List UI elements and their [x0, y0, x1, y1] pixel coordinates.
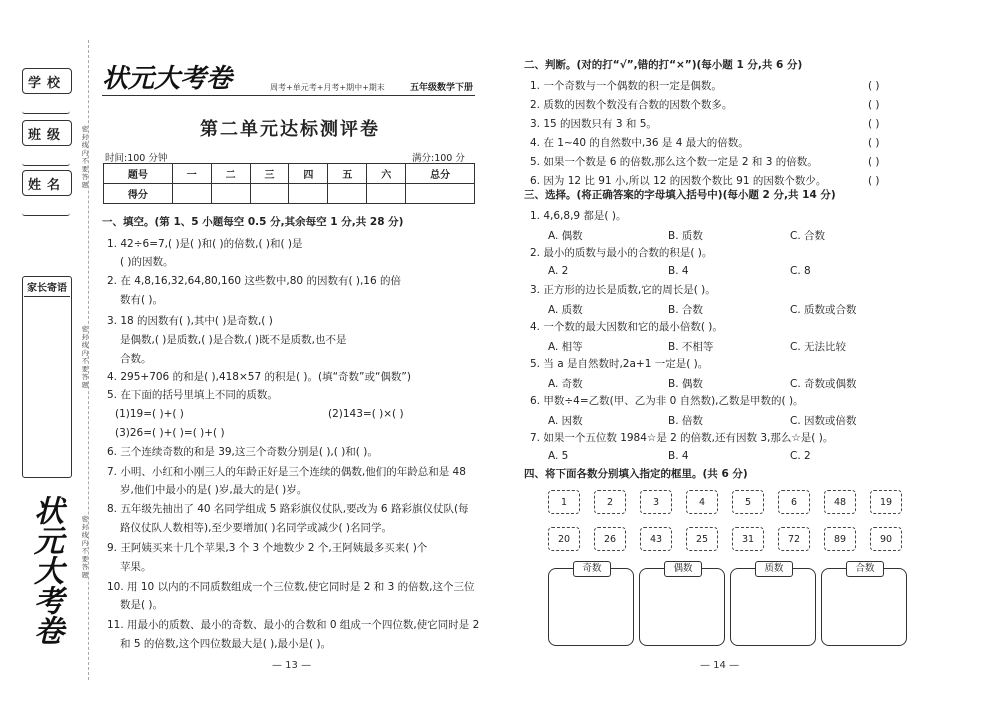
- fill-blank-line: 5. 在下面的括号里填上不同的质数。: [107, 389, 278, 401]
- choice-option-b[interactable]: B. 不相等: [668, 341, 714, 353]
- vertical-brand-logo: 状元大考卷: [28, 495, 63, 645]
- exam-time: 时间:100 分钟: [105, 153, 168, 164]
- fill-blank-line: 路仪仗队人数相等),至少要增加( )名同学或减少( )名同学。: [120, 522, 392, 534]
- choice-option-c[interactable]: C. 8: [790, 265, 811, 277]
- category-box-label: 合数: [846, 561, 884, 577]
- seal-line-text-1: 密封线内不要答题: [81, 125, 89, 189]
- fill-blank-line: 1. 42÷6=7,( )是( )和( )的倍数,( )和( )是: [107, 238, 303, 250]
- grade-label: 五年级数学下册: [410, 83, 474, 93]
- page-number-left: — 13 —: [272, 660, 312, 671]
- category-box-label: 偶数: [664, 561, 702, 577]
- fill-blank-line: 4. 295+706 的和是( ),418×57 的积是( )。(填“奇数”或“偶数”): [107, 371, 411, 383]
- header-tags: 周考+单元考+月考+期中+期末: [270, 83, 385, 92]
- choice-option-b[interactable]: B. 4: [668, 450, 689, 462]
- table-cell: 题号: [104, 164, 173, 184]
- choice-option-a[interactable]: A. 5: [548, 450, 569, 462]
- fill-blank-line: ( )的因数。: [120, 256, 174, 268]
- choice-option-a[interactable]: A. 质数: [548, 304, 583, 316]
- score-input-cell[interactable]: [367, 184, 406, 204]
- school-label: 学校: [22, 68, 72, 94]
- fill-blank-line: 2. 在 4,8,16,32,64,80,160 这些数中,80 的因数有( ),16 的倍: [107, 275, 402, 287]
- table-cell: 二: [211, 164, 250, 184]
- score-input-cell[interactable]: [250, 184, 289, 204]
- part2-title: 二、判断。(对的打“√”,错的打“×”)(每小题 1 分,共 6 分): [524, 59, 803, 71]
- fill-blank-line: (1)19=( )+( ): [115, 408, 184, 420]
- score-table: [103, 163, 475, 204]
- number-tile[interactable]: 1: [548, 490, 580, 514]
- choice-question: 2. 最小的质数与最小的合数的积是( )。: [530, 247, 713, 259]
- choice-option-a[interactable]: A. 因数: [548, 415, 583, 427]
- page-number-right: — 14 —: [700, 660, 740, 671]
- judge-answer-bracket[interactable]: ( ): [868, 80, 880, 92]
- header-rule: [102, 95, 475, 96]
- fill-blank-line: 10. 用 10 以内的不同质数组成一个三位数,使它同时是 2 和 3 的倍数,这个三位: [107, 581, 475, 593]
- fill-blank-line: 合数。: [120, 353, 152, 365]
- table-cell: 一: [172, 164, 211, 184]
- category-box-label: 奇数: [573, 561, 611, 577]
- part1-title: 一、填空。(第 1、5 小题每空 0.5 分,其余每空 1 分,共 28 分): [102, 216, 404, 228]
- choice-option-c[interactable]: C. 2: [790, 450, 811, 462]
- name-label: 姓名: [22, 170, 72, 196]
- choice-option-b[interactable]: B. 合数: [668, 304, 703, 316]
- choice-option-c[interactable]: C. 奇数或偶数: [790, 378, 857, 390]
- choice-option-c[interactable]: C. 因数或倍数: [790, 415, 857, 427]
- table-cell: 四: [289, 164, 328, 184]
- number-tile[interactable]: 20: [548, 527, 580, 551]
- full-marks: 满分:100 分: [412, 153, 465, 164]
- score-input-cell[interactable]: [172, 184, 211, 204]
- choice-option-a[interactable]: A. 2: [548, 265, 569, 277]
- choice-option-b[interactable]: B. 偶数: [668, 378, 703, 390]
- number-tile[interactable]: 26: [594, 527, 626, 551]
- fill-blank-line: 岁,他们中最小的是( )岁,最大的是( )岁。: [120, 484, 308, 496]
- part3-title: 三、选择。(将正确答案的字母填入括号中)(每小题 2 分,共 14 分): [524, 189, 836, 201]
- choice-option-c[interactable]: C. 合数: [790, 230, 826, 242]
- seal-line-text-2: 密封线内不要答题: [81, 325, 89, 389]
- fill-blank-line: (2)143=( )×( ): [328, 408, 404, 420]
- fill-blank-line: 11. 用最小的质数、最小的奇数、最小的合数和 0 组成一个四位数,使它同时是 2: [107, 619, 480, 631]
- table-cell: 三: [250, 164, 289, 184]
- name-field[interactable]: [22, 197, 70, 216]
- number-tile[interactable]: 5: [732, 490, 764, 514]
- fill-blank-line: 苹果。: [120, 561, 152, 573]
- number-tile[interactable]: 90: [870, 527, 902, 551]
- table-cell: 五: [328, 164, 367, 184]
- choice-question: 1. 4,6,8,9 都是( )。: [530, 210, 627, 222]
- number-tile[interactable]: 72: [778, 527, 810, 551]
- choice-question: 6. 甲数÷4=乙数(甲、乙为非 0 自然数),乙数是甲数的( )。: [530, 395, 804, 407]
- fill-blank-line: (3)26=( )+( )=( )+( ): [115, 427, 225, 439]
- judge-question: 5. 如果一个数是 6 的倍数,那么这个数一定是 2 和 3 的倍数。: [530, 156, 818, 168]
- choice-option-c[interactable]: C. 质数或合数: [790, 304, 857, 316]
- judge-answer-bracket[interactable]: ( ): [868, 156, 880, 168]
- choice-option-c[interactable]: C. 无法比较: [790, 341, 847, 353]
- parent-comment-box[interactable]: [22, 276, 72, 478]
- seal-line-text-3: 密封线内不要答题: [81, 515, 89, 579]
- table-cell: 得分: [104, 184, 173, 204]
- choice-question: 7. 如果一个五位数 1984☆是 2 的倍数,还有因数 3,那么☆是( )。: [530, 432, 834, 444]
- number-tile[interactable]: 3: [640, 490, 672, 514]
- choice-option-b[interactable]: B. 倍数: [668, 415, 703, 427]
- category-box-label: 质数: [755, 561, 793, 577]
- fill-blank-line: 3. 18 的因数有( ),其中( )是奇数,( ): [107, 315, 273, 327]
- category-box[interactable]: [821, 563, 907, 646]
- page-title: 第二单元达标测评卷: [200, 119, 380, 140]
- fill-blank-line: 7. 小明、小红和小刚三人的年龄正好是三个连续的偶数,他们的年龄总和是 48: [107, 466, 466, 478]
- choice-question: 4. 一个数的最大因数和它的最小倍数( )。: [530, 321, 723, 333]
- score-input-cell[interactable]: [406, 184, 475, 204]
- judge-question: 3. 15 的因数只有 3 和 5。: [530, 118, 657, 130]
- score-input-cell[interactable]: [211, 184, 250, 204]
- table-cell: 六: [367, 164, 406, 184]
- category-box[interactable]: [548, 563, 634, 646]
- judge-question: 6. 因为 12 比 91 小,所以 12 的因数个数比 91 的因数个数少。: [530, 175, 827, 187]
- number-tile[interactable]: 89: [824, 527, 856, 551]
- number-tile[interactable]: 48: [824, 490, 856, 514]
- number-tile[interactable]: 2: [594, 490, 626, 514]
- judge-answer-bracket[interactable]: ( ): [868, 137, 880, 149]
- score-input-cell[interactable]: [328, 184, 367, 204]
- judge-answer-bracket[interactable]: ( ): [868, 118, 880, 130]
- number-tile[interactable]: 31: [732, 527, 764, 551]
- number-tile[interactable]: 6: [778, 490, 810, 514]
- seal-dashed-line: [88, 40, 89, 680]
- choice-option-a[interactable]: A. 偶数: [548, 230, 583, 242]
- table-cell: 总分: [406, 164, 475, 184]
- fill-blank-line: 数是( )。: [120, 599, 164, 611]
- brand-logo: 状元大考卷: [102, 64, 233, 94]
- fill-blank-line: 8. 五年级先抽出了 40 名同学组成 5 路彩旗仪仗队,要改为 6 路彩旗仪仗队(每: [107, 503, 469, 515]
- score-table-score-row: [104, 184, 475, 204]
- category-box[interactable]: [730, 563, 816, 646]
- class-field[interactable]: [22, 147, 70, 166]
- number-tile[interactable]: 4: [686, 490, 718, 514]
- score-table-header-row: [104, 164, 475, 184]
- choice-option-b[interactable]: B. 4: [668, 265, 689, 277]
- number-tile[interactable]: 25: [686, 527, 718, 551]
- fill-blank-line: 9. 王阿姨买来十几个苹果,3 个 3 个地数少 2 个,王阿姨最多买来( )个: [107, 542, 428, 554]
- number-tile[interactable]: 43: [640, 527, 672, 551]
- number-tile[interactable]: 19: [870, 490, 902, 514]
- fill-blank-line: 和 5 的倍数,这个四位数最大是( ),最小是( )。: [120, 638, 332, 650]
- fill-blank-line: 是偶数,( )是质数,( )是合数,( )既不是质数,也不是: [120, 334, 347, 346]
- score-input-cell[interactable]: [289, 184, 328, 204]
- fill-blank-line: 数有( )。: [120, 294, 164, 306]
- choice-question: 3. 正方形的边长是质数,它的周长是( )。: [530, 284, 716, 296]
- part4-title: 四、将下面各数分别填入指定的框里。(共 6 分): [524, 468, 748, 480]
- category-box[interactable]: [639, 563, 725, 646]
- judge-question: 1. 一个奇数与一个偶数的积一定是偶数。: [530, 80, 722, 92]
- school-field[interactable]: [22, 95, 70, 114]
- choice-option-a[interactable]: A. 奇数: [548, 378, 583, 390]
- judge-question: 2. 质数的因数个数没有合数的因数个数多。: [530, 99, 733, 111]
- parent-comment-label: 家长寄语: [24, 279, 70, 297]
- judge-question: 4. 在 1~40 的自然数中,36 是 4 最大的倍数。: [530, 137, 749, 149]
- judge-answer-bracket[interactable]: ( ): [868, 99, 880, 111]
- choice-option-a[interactable]: A. 相等: [548, 341, 583, 353]
- fill-blank-line: 6. 三个连续奇数的和是 39,这三个奇数分别是( ),( )和( )。: [107, 446, 378, 458]
- choice-option-b[interactable]: B. 质数: [668, 230, 703, 242]
- judge-answer-bracket[interactable]: ( ): [868, 175, 880, 187]
- choice-question: 5. 当 a 是自然数时,2a+1 一定是( )。: [530, 358, 709, 370]
- class-label: 班级: [22, 120, 72, 146]
